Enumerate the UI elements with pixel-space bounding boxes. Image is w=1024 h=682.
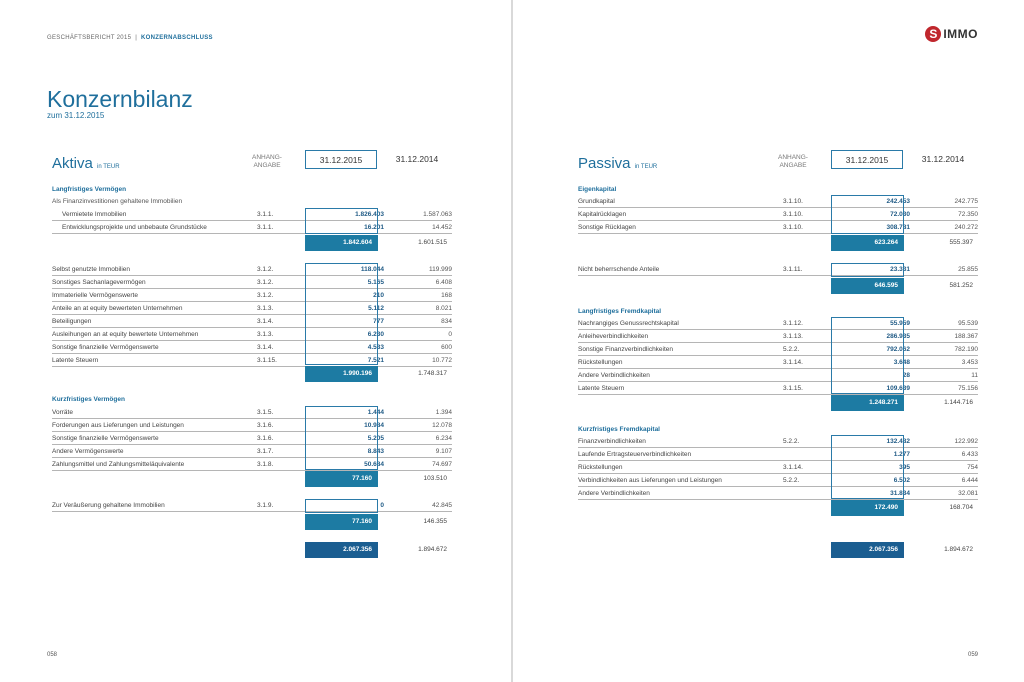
row-note-ref: 3.1.3. — [257, 331, 274, 338]
row-note-ref: 3.1.15. — [783, 385, 803, 392]
previous-year-header: 31.12.2014 — [921, 154, 965, 164]
aktiva-label: Aktiva in TEUR — [52, 155, 120, 172]
row-value-2015: 4.533 — [367, 344, 384, 351]
row-label: Vermietete Immobilien — [62, 211, 127, 218]
table-row — [52, 500, 452, 512]
table-row — [52, 342, 452, 354]
row-value-2014: 9.107 — [435, 448, 452, 455]
row-value-2014: 25.855 — [958, 266, 978, 273]
row-value-2014: 11 — [971, 372, 978, 379]
table-row — [578, 331, 978, 343]
logo-text: IMMO — [943, 27, 978, 41]
row-label: Laufende Ertragsteuerverbindlichkeiten — [578, 451, 692, 458]
current-year-box — [831, 435, 904, 499]
row-value-2014: 8.021 — [435, 305, 452, 312]
row-value-2015: 210 — [373, 292, 384, 299]
subtotal-previous: 1.748.317 — [418, 370, 447, 377]
passiva-label: Passiva in TEUR — [578, 155, 658, 172]
table-row — [52, 277, 452, 289]
row-note-ref: 3.1.11. — [783, 266, 803, 273]
row-value-2014: 168 — [441, 292, 452, 299]
row-value-2014: 119.999 — [428, 266, 452, 273]
table-row — [52, 209, 452, 221]
row-note-ref: 3.1.8. — [257, 461, 274, 468]
subtotal-current: 1.248.271 — [831, 395, 904, 411]
row-value-2014: 6.408 — [435, 279, 452, 286]
row-label: Anleiheverbindlichkeiten — [578, 333, 649, 340]
row-label: Beteiligungen — [52, 318, 92, 325]
row-value-2015: 132.482 — [886, 438, 910, 445]
row-value-2015: 72.030 — [890, 211, 910, 218]
row-value-2014: 6.444 — [961, 477, 978, 484]
row-note-ref: 3.1.2. — [257, 292, 274, 299]
page-title: Konzernbilanz — [47, 86, 193, 112]
row-value-2015: 0 — [380, 502, 384, 509]
table-row — [578, 488, 978, 500]
subtotal-current: 1.990.196 — [305, 366, 378, 382]
table-row — [578, 370, 978, 382]
row-value-2014: 754 — [967, 464, 978, 471]
subtotal-current: 646.595 — [831, 278, 904, 294]
row-value-2015: 7.521 — [367, 357, 384, 364]
table-row — [578, 222, 978, 234]
row-note-ref: 3.1.1. — [257, 211, 274, 218]
row-note-ref: 3.1.3. — [257, 305, 274, 312]
row-note-ref: 3.1.2. — [257, 266, 274, 273]
row-value-2015: 5.165 — [367, 279, 384, 286]
row-label: Sonstige Rücklagen — [578, 224, 636, 231]
total-aktiva-previous: 1.894.672 — [418, 546, 447, 553]
row-label: Finanzverbindlichkeiten — [578, 438, 646, 445]
row-label: Entwicklungsprojekte und unbebaute Grundstücke — [62, 224, 207, 231]
row-value-2014: 834 — [441, 318, 452, 325]
row-value-2015: 1.826.403 — [355, 211, 384, 218]
table-row — [52, 407, 452, 419]
row-label: Sonstige Finanzverbindlichkeiten — [578, 346, 674, 353]
row-value-2015: 8.843 — [367, 448, 384, 455]
row-note-ref: 3.1.1. — [257, 224, 274, 231]
row-value-2014: 75.156 — [958, 385, 978, 392]
table-row — [578, 475, 978, 487]
row-label: Kapitalrücklagen — [578, 211, 627, 218]
section-title-langfristiges-fremdkapital: Langfristiges Fremdkapital — [578, 308, 662, 315]
table-row — [52, 264, 452, 276]
table-row — [52, 420, 452, 432]
current-year-header: 31.12.2015 — [831, 150, 903, 169]
total-passiva-current: 2.067.356 — [831, 542, 904, 558]
subtotal-previous: 146.355 — [423, 518, 447, 525]
anhang-column-header: ANHANG- ANGABE — [252, 154, 282, 169]
row-value-2014: 1.587.063 — [423, 211, 452, 218]
section-title-langfristig: Langfristiges Vermögen — [52, 186, 127, 193]
row-note-ref: 3.1.2. — [257, 279, 274, 286]
row-label: Latente Steuern — [52, 357, 99, 364]
table-row — [578, 449, 978, 461]
table-row — [578, 357, 978, 369]
header-separator: | — [135, 35, 138, 41]
table-row — [578, 436, 978, 448]
subtotal-previous: 1.144.716 — [944, 399, 973, 406]
subtotal-current: 623.264 — [831, 235, 904, 251]
row-label: Latente Steuern — [578, 385, 625, 392]
page-subtitle: zum 31.12.2015 — [47, 111, 105, 120]
row-label: Nicht beherrschende Anteile — [578, 266, 660, 273]
row-value-2015: 28 — [902, 372, 910, 379]
row-value-2015: 3.648 — [893, 359, 910, 366]
row-label: Grundkapital — [578, 198, 615, 205]
subtotal-current: 77.160 — [305, 514, 378, 530]
current-year-header: 31.12.2015 — [305, 150, 377, 169]
row-note-ref: 3.1.10. — [783, 211, 803, 218]
table-row — [52, 303, 452, 315]
row-value-2014: 242.775 — [954, 198, 978, 205]
report-name: GESCHÄFTSBERICHT 2015 — [47, 35, 132, 41]
row-value-2014: 782.190 — [954, 346, 978, 353]
table-row — [578, 196, 978, 208]
previous-year-header: 31.12.2014 — [395, 154, 439, 164]
row-value-2015: 6.502 — [893, 477, 910, 484]
row-note-ref: 3.1.7. — [257, 448, 274, 455]
section-title-eigenkapital: Eigenkapital — [578, 186, 617, 193]
table-row — [52, 222, 452, 234]
total-passiva-previous: 1.894.672 — [944, 546, 973, 553]
table-row — [578, 264, 978, 276]
row-value-2014: 600 — [441, 344, 452, 351]
row-note-ref: 3.1.6. — [257, 422, 274, 429]
row-note-ref: 3.1.12. — [783, 320, 803, 327]
left-page — [0, 0, 511, 682]
row-label: Immaterielle Vermögenswerte — [52, 292, 138, 299]
table-row — [578, 462, 978, 474]
table-row — [578, 209, 978, 221]
row-note-ref: 3.1.15. — [257, 357, 277, 364]
row-note-ref: 3.1.4. — [257, 318, 274, 325]
row-value-2015: 242.453 — [886, 198, 910, 205]
row-label: Rückstellungen — [578, 464, 623, 471]
row-label: Vorräte — [52, 409, 73, 416]
right-page — [513, 0, 1024, 682]
row-value-2014: 10.772 — [432, 357, 452, 364]
row-value-2014: 0 — [448, 331, 452, 338]
row-value-2015: 286.935 — [886, 333, 910, 340]
row-value-2014: 188.367 — [954, 333, 978, 340]
row-label: Ausleihungen an at equity bewertete Unternehmen — [52, 331, 199, 338]
row-value-2014: 14.452 — [432, 224, 452, 231]
row-label: Zahlungsmittel und Zahlungsmitteläquivalente — [52, 461, 185, 468]
current-year-box — [831, 263, 904, 277]
current-year-box — [305, 208, 378, 234]
row-note-ref: 5.2.2. — [783, 346, 800, 353]
row-value-2014: 122.992 — [954, 438, 978, 445]
row-label: Andere Verbindlichkeiten — [578, 372, 650, 379]
row-value-2014: 72.350 — [958, 211, 978, 218]
row-value-2015: 1.277 — [893, 451, 910, 458]
row-value-2015: 395 — [899, 464, 910, 471]
row-value-2015: 6.230 — [367, 331, 384, 338]
row-value-2015: 777 — [373, 318, 384, 325]
subtotal-previous: 581.252 — [949, 282, 973, 289]
anhang-column-header: ANHANG- ANGABE — [778, 154, 808, 169]
subtotal-previous: 168.704 — [949, 504, 973, 511]
table-row — [52, 459, 452, 471]
row-label: Selbst genutzte Immobilien — [52, 266, 131, 273]
row-label: Zur Veräußerung gehaltene Immobilien — [52, 502, 165, 509]
row-value-2014: 240.272 — [954, 224, 978, 231]
row-value-2015: 1.444 — [367, 409, 384, 416]
current-year-box — [831, 195, 904, 234]
row-label: Rückstellungen — [578, 359, 623, 366]
investment-properties-note: Als Finanzinvestitionen gehaltene Immobilien — [52, 198, 183, 205]
row-value-2015: 792.062 — [886, 346, 910, 353]
row-label: Sonstiges Sachanlagevermögen — [52, 279, 146, 286]
section-name: KONZERNABSCHLUSS — [141, 35, 213, 41]
row-value-2015: 109.639 — [886, 385, 910, 392]
simmo-logo — [925, 26, 978, 42]
section-title-kurzfristig: Kurzfristiges Vermögen — [52, 396, 125, 403]
row-value-2014: 32.081 — [958, 490, 978, 497]
row-note-ref: 3.1.5. — [257, 409, 274, 416]
row-value-2015: 50.684 — [364, 461, 384, 468]
subtotal-previous: 555.397 — [949, 239, 973, 246]
row-note-ref: 3.1.4. — [257, 344, 274, 351]
page-number-left: 058 — [47, 652, 58, 658]
table-row — [52, 446, 452, 458]
section-title-kurzfristiges-fremdkapital: Kurzfristiges Fremdkapital — [578, 426, 660, 433]
row-label: Andere Vermögenswerte — [52, 448, 124, 455]
row-value-2015: 10.984 — [364, 422, 384, 429]
table-row — [52, 433, 452, 445]
passiva-unit: in TEUR — [634, 164, 658, 170]
table-row — [578, 318, 978, 330]
row-value-2014: 6.234 — [435, 435, 452, 442]
row-note-ref: 5.2.2. — [783, 477, 800, 484]
row-value-2014: 42.845 — [432, 502, 452, 509]
table-row — [578, 383, 978, 395]
row-label: Sonstige finanzielle Vermögenswerte — [52, 435, 159, 442]
table-row — [578, 344, 978, 356]
subtotal-current: 172.490 — [831, 500, 904, 516]
row-label: Verbindlichkeiten aus Lieferungen und Leistungen — [578, 477, 722, 484]
row-label: Sonstige finanzielle Vermögenswerte — [52, 344, 159, 351]
table-row — [52, 290, 452, 302]
row-note-ref: 3.1.13. — [783, 333, 803, 340]
row-note-ref: 3.1.10. — [783, 224, 803, 231]
row-label: Forderungen aus Lieferungen und Leistungen — [52, 422, 184, 429]
row-note-ref: 3.1.14. — [783, 464, 803, 471]
row-label: Anteile an at equity bewerteten Unternehmen — [52, 305, 183, 312]
row-value-2014: 74.697 — [432, 461, 452, 468]
row-label: Andere Verbindlichkeiten — [578, 490, 650, 497]
row-value-2014: 1.394 — [435, 409, 452, 416]
table-row — [52, 316, 452, 328]
row-note-ref: 3.1.10. — [783, 198, 803, 205]
running-header — [47, 35, 213, 41]
subtotal-previous: 1.601.515 — [418, 239, 447, 246]
row-value-2015: 5.205 — [367, 435, 384, 442]
logo-mark: S — [925, 26, 941, 42]
row-value-2014: 3.453 — [961, 359, 978, 366]
row-note-ref: 3.1.6. — [257, 435, 274, 442]
subtotal-previous: 103.510 — [423, 475, 447, 482]
current-year-box — [305, 263, 378, 365]
current-year-box — [305, 499, 378, 513]
row-value-2014: 6.433 — [961, 451, 978, 458]
row-label: Nachrangiges Genussrechtskapital — [578, 320, 679, 327]
row-note-ref: 3.1.14. — [783, 359, 803, 366]
current-year-box — [305, 406, 378, 470]
row-value-2015: 23.331 — [890, 266, 910, 273]
row-value-2015: 118.044 — [360, 266, 384, 273]
aktiva-unit: in TEUR — [97, 164, 120, 170]
table-row — [52, 329, 452, 341]
row-value-2014: 12.078 — [432, 422, 452, 429]
page-number-right: 059 — [967, 652, 978, 658]
row-value-2015: 55.959 — [890, 320, 910, 327]
row-value-2015: 31.834 — [890, 490, 910, 497]
current-year-box — [831, 317, 904, 394]
subtotal-current: 1.842.604 — [305, 235, 378, 251]
row-value-2015: 308.781 — [886, 224, 910, 231]
row-value-2015: 5.112 — [368, 305, 384, 312]
row-note-ref: 5.2.2. — [783, 438, 800, 445]
subtotal-current: 77.160 — [305, 471, 378, 487]
row-value-2015: 16.201 — [364, 224, 384, 231]
total-aktiva-current: 2.067.356 — [305, 542, 378, 558]
row-value-2014: 95.539 — [958, 320, 978, 327]
row-note-ref: 3.1.9. — [257, 502, 274, 509]
